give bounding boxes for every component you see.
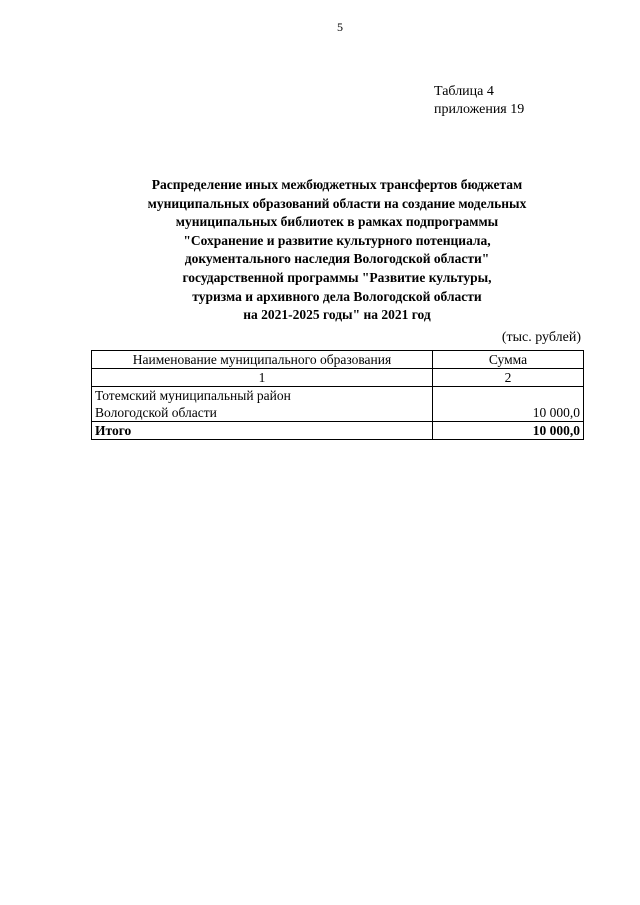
title-line: муниципальных библиотек в рамках подпрограммы	[175, 214, 499, 230]
title-line: государственной программы "Развитие культуры,	[182, 269, 492, 285]
title-line: "Сохранение и развитие культурного потенциала,	[183, 232, 491, 248]
municipality-name-cell	[92, 387, 433, 422]
table-ref-line-2: приложения 19	[434, 102, 525, 117]
total-amount: 10 000,0	[433, 422, 584, 440]
unit-label: (тыс. рублей)	[501, 330, 581, 345]
title-line: документального наследия Вологодской области"	[184, 251, 490, 267]
title-line: Распределение иных межбюджетных трансфертов бюджетам	[151, 177, 523, 192]
table-ref-line-1: Таблица 4	[434, 84, 494, 99]
title-line: муниципальных образований области на создание модельных	[147, 195, 527, 211]
column-number-2: 2	[433, 369, 584, 387]
total-label: Итого	[92, 422, 433, 440]
header-amount: Сумма	[433, 351, 584, 369]
title-line: на 2021-2025 годы" на 2021 год	[243, 307, 431, 323]
table-row	[92, 387, 584, 422]
amount-cell: 10 000,0	[433, 387, 584, 422]
table-header-row	[92, 351, 584, 369]
total-row	[92, 422, 584, 440]
document-title	[90, 176, 584, 325]
title-line: туризма и архивного дела Вологодской области	[192, 288, 482, 304]
municipality-name-line-2: Вологодской области	[95, 405, 217, 420]
page-number: 5	[337, 20, 343, 34]
distribution-table	[91, 350, 584, 440]
column-number-1: 1	[92, 369, 433, 387]
municipality-name-line-1: Тотемский муниципальный район	[95, 388, 291, 403]
column-number-row	[92, 369, 584, 387]
header-municipality: Наименование муниципального образования	[92, 351, 433, 369]
table-reference	[434, 83, 524, 119]
